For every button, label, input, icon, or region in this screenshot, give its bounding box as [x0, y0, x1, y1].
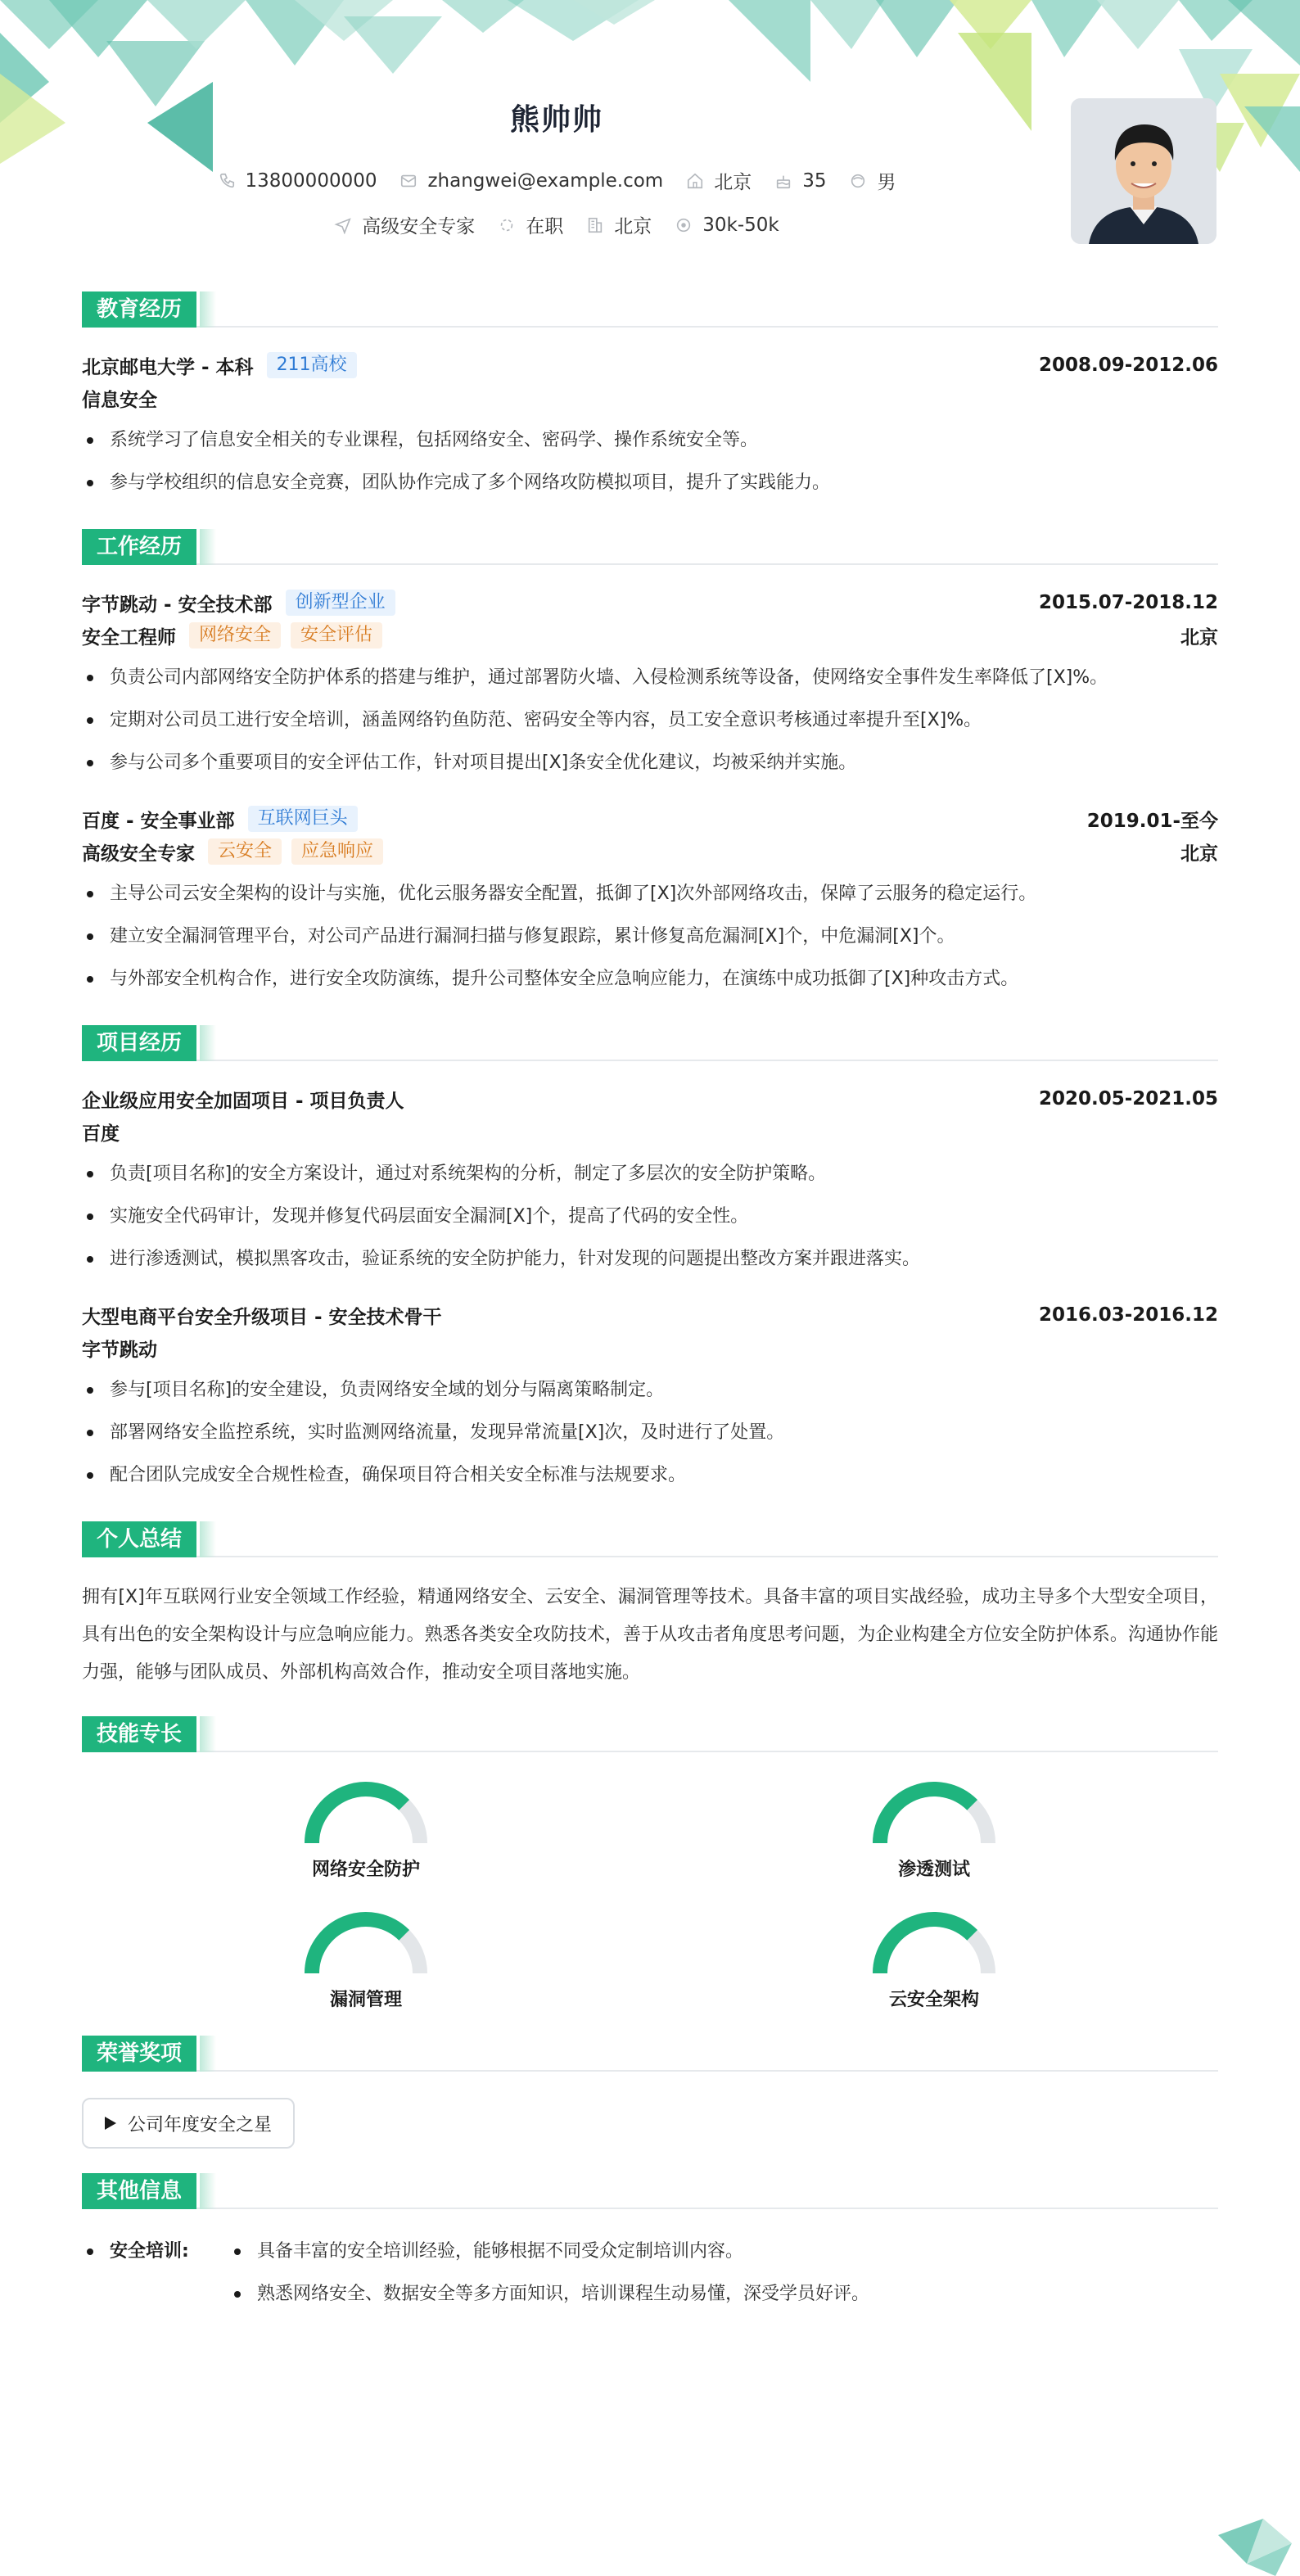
awards-title: 荣誉奖项 [82, 2036, 196, 2072]
status-item [498, 211, 563, 238]
summary-title: 个人总结 [82, 1521, 196, 1557]
mail-icon [399, 172, 418, 190]
section-divider [82, 563, 1218, 565]
work-city-text: 北京 [614, 216, 652, 237]
skill-label: 渗透测试 [897, 1860, 970, 1880]
skill-item [650, 1774, 1218, 1881]
work-entry [82, 802, 1218, 1001]
education-title: 教育经历 [82, 291, 196, 328]
skill-gauge-fill [312, 1789, 404, 1843]
education-bullets [82, 419, 1218, 504]
list-item: 进行渗透测试，模拟黑客攻击，验证系统的安全防护能力，针对发现的问题提出整改方案并跟进落实。 [82, 1238, 1218, 1281]
awards-section [82, 2036, 1218, 2149]
skill-gauge-fill [312, 1919, 404, 1973]
resume-content [82, 291, 1218, 2340]
skill-label: 云安全架构 [888, 1990, 979, 2010]
project-bullets [82, 1153, 1218, 1281]
projects-title: 项目经历 [82, 1025, 196, 1061]
send-icon [334, 216, 352, 234]
summary-text: 拥有[X]年互联网行业安全领域工作经验，精通网络安全、云安全、漏洞管理等技术。具备丰富的项目实战经验，成功主导多个大型安全项目，具有出色的安全架构设计与应急响应能力。熟悉各类安全攻防技术，善于从攻击者角度思考问题，为企业构建全方位安全防护体系。沟通协作能力强，能够与团队成员、外部机构高效合作，推动安全项目落地实施。 [82, 1587, 1218, 1683]
skills-section [82, 1716, 1218, 2011]
section-divider [82, 1751, 1218, 1752]
work-bullets [82, 657, 1218, 784]
awards-header [82, 2036, 1218, 2073]
money-icon [675, 216, 693, 234]
education-header [82, 291, 1218, 329]
cake-icon [774, 172, 792, 190]
work-entry [82, 586, 1218, 784]
gender-text: 男 [877, 172, 896, 193]
skill-item [82, 1904, 650, 2011]
skills-grid [82, 1774, 1218, 2011]
list-item: 与外部安全机构合作，进行安全攻防演练，提升公司整体安全应急响应能力，在演练中成功抵御了[X]种攻击方式。 [82, 958, 1218, 1001]
award-label: 公司年度安全之星 [128, 2114, 273, 2135]
list-item: 参与公司多个重要项目的安全评估工作，针对项目提出[X]条安全优化建议，均被采纳并实施。 [82, 742, 1218, 784]
city-text: 北京 [714, 172, 752, 193]
profile-photo [1071, 98, 1216, 244]
list-item: 具备丰富的安全培训经验，能够根据不同受众定制培训内容。 [229, 2230, 869, 2273]
list-item: 配合团队完成安全合规性检查，确保项目符合相关安全标准与法规要求。 [82, 1454, 1218, 1497]
work-bullets [82, 873, 1218, 1001]
title-tail-decoration [200, 1716, 216, 1752]
job-intent-row [0, 211, 1113, 238]
work-date: 2019.01-至今 [1086, 810, 1218, 832]
skills-header [82, 1716, 1218, 1754]
city-item [686, 167, 752, 194]
section-divider [82, 1060, 1218, 1061]
education-section [82, 291, 1218, 504]
skill-tag: 安全评估 [291, 622, 382, 649]
age-text: 35 [802, 169, 827, 192]
email-item [399, 170, 663, 192]
company-badge: 创新型企业 [286, 590, 395, 616]
skill-gauge [864, 1774, 1004, 1847]
phone-text: 13800000000 [245, 169, 377, 192]
list-item: 负责[项目名称]的安全方案设计，通过对系统架构的分析，制定了多层次的安全防护策略。 [82, 1153, 1218, 1195]
role-name: 安全工程师 [82, 626, 176, 649]
project-org: 百度 [82, 1123, 120, 1145]
company-name: 百度 - 安全事业部 [82, 810, 235, 832]
list-item: 熟悉网络安全、数据安全等多方面知识，培训课程生动易懂，深受学员好评。 [229, 2273, 869, 2316]
status-icon [498, 216, 516, 234]
gender-icon [849, 172, 867, 190]
phone-item [218, 170, 377, 192]
title-tail-decoration [200, 1521, 216, 1557]
skill-tag: 网络安全 [189, 622, 281, 649]
project-org: 字节跳动 [82, 1339, 157, 1361]
project-bullets [82, 1369, 1218, 1497]
position-text: 高级安全专家 [362, 216, 476, 237]
section-divider [82, 2070, 1218, 2072]
skill-label: 网络安全防护 [311, 1860, 420, 1880]
skill-gauge-fill [880, 1919, 973, 1973]
project-entry [82, 1299, 1218, 1497]
list-item: 参与[项目名称]的安全建设，负责网络安全域的划分与隔离策略制定。 [82, 1369, 1218, 1412]
work-location: 北京 [1180, 843, 1218, 865]
contact-row [0, 167, 1113, 194]
list-item: 实施安全代码审计，发现并修复代码层面安全漏洞[X]个，提高了代码的安全性。 [82, 1195, 1218, 1238]
skills-title: 技能专长 [82, 1716, 196, 1752]
award-item [82, 2098, 295, 2149]
list-item: 参与学校组织的信息安全竞赛，团队协作完成了多个网络攻防模拟项目，提升了实践能力。 [82, 462, 1218, 504]
skill-item [82, 1774, 650, 1881]
list-item: 主导公司云安全架构的设计与实施，优化云服务器安全配置，抵御了[X]次外部网络攻击，保障了云服务的稳定运行。 [82, 873, 1218, 915]
project-date: 2020.05-2021.05 [1038, 1088, 1218, 1109]
work-location: 北京 [1180, 626, 1218, 649]
candidate-name: 熊帅帅 [509, 103, 603, 137]
other-key: 安全培训: [82, 2230, 229, 2316]
email-text: zhangwei@example.com [427, 169, 664, 192]
title-tail-decoration [200, 1025, 216, 1061]
other-section [82, 2173, 1218, 2316]
education-entry [82, 349, 1218, 504]
summary-header [82, 1521, 1218, 1559]
company-name: 字节跳动 - 安全技术部 [82, 594, 273, 616]
projects-header [82, 1025, 1218, 1063]
section-divider [82, 2208, 1218, 2209]
summary-section [82, 1521, 1218, 1692]
major-name: 信息安全 [82, 389, 157, 411]
skill-gauge [296, 1904, 436, 1977]
list-item: 定期对公司员工进行安全培训，涵盖网络钓鱼防范、密码安全等内容，员工安全意识考核通过率提升至[X]%。 [82, 699, 1218, 742]
work-section [82, 529, 1218, 1001]
building-icon [586, 216, 604, 234]
title-tail-decoration [200, 2173, 216, 2209]
list-item: 系统学习了信息安全相关的专业课程，包括网络安全、密码学、操作系统安全等。 [82, 419, 1218, 462]
work-date: 2015.07-2018.12 [1038, 592, 1218, 613]
skill-gauge [296, 1774, 436, 1847]
list-item: 建立安全漏洞管理平台，对公司产品进行漏洞扫描与修复跟踪，累计修复高危漏洞[X]个，中危漏洞[X]个。 [82, 915, 1218, 958]
skill-gauge-fill [880, 1789, 973, 1843]
project-name: 企业级应用安全加固项目 - 项目负责人 [82, 1090, 404, 1112]
age-item [774, 170, 826, 192]
other-title: 其他信息 [82, 2173, 196, 2209]
section-divider [82, 1556, 1218, 1557]
skill-tag: 应急响应 [291, 838, 383, 865]
section-divider [82, 326, 1218, 328]
project-entry [82, 1082, 1218, 1281]
title-tail-decoration [200, 2036, 216, 2072]
school-badge: 211高校 [267, 352, 357, 378]
phone-icon [218, 172, 236, 190]
play-icon [105, 2117, 116, 2130]
salary-text: 30k-50k [702, 214, 779, 236]
work-header [82, 529, 1218, 567]
education-date: 2008.09-2012.06 [1038, 355, 1218, 376]
title-tail-decoration [200, 291, 216, 328]
list-item: 负责公司内部网络安全防护体系的搭建与维护，通过部署防火墙、入侵检测系统等设备，使网络安全事件发生率降低了[X]%。 [82, 657, 1218, 699]
school-name: 北京邮电大学 - 本科 [82, 356, 254, 378]
list-item: 部署网络安全监控系统，实时监测网络流量，发现异常流量[X]次，及时进行了处置。 [82, 1412, 1218, 1454]
gender-item [849, 167, 896, 194]
salary-item [675, 215, 779, 236]
other-item [82, 2230, 1218, 2316]
project-date: 2016.03-2016.12 [1038, 1304, 1218, 1326]
other-header [82, 2173, 1218, 2211]
title-tail-decoration [200, 529, 216, 565]
skill-label: 漏洞管理 [329, 1990, 402, 2010]
other-bullets [229, 2230, 869, 2316]
skill-tag: 云安全 [208, 838, 282, 865]
skill-gauge [864, 1904, 1004, 1977]
company-badge: 互联网巨头 [248, 806, 358, 832]
role-name: 高级安全专家 [82, 843, 195, 865]
home-icon [686, 172, 704, 190]
work-city-item [586, 211, 652, 238]
projects-section [82, 1025, 1218, 1497]
status-text: 在职 [526, 216, 564, 237]
skill-item [650, 1904, 1218, 2011]
work-title: 工作经历 [82, 529, 196, 565]
position-item [334, 211, 475, 238]
project-name: 大型电商平台安全升级项目 - 安全技术骨干 [82, 1306, 442, 1328]
